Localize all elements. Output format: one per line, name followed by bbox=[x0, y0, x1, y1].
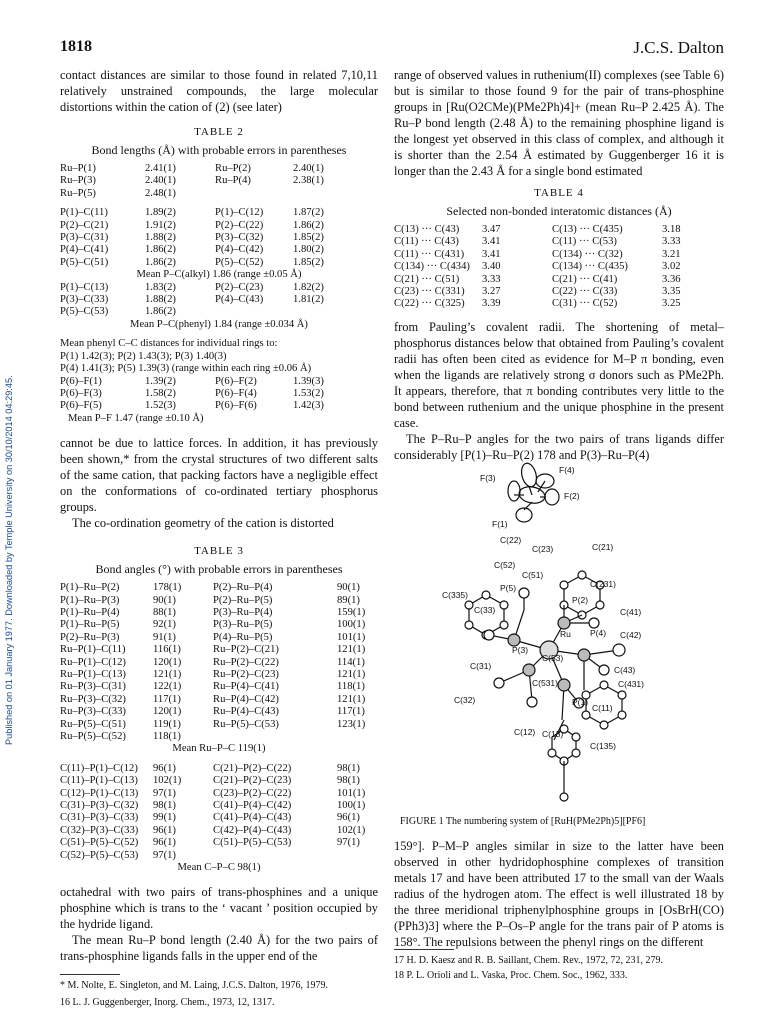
table-cell: 100(1) bbox=[337, 800, 366, 812]
table-cell: 1.88(2) bbox=[145, 294, 176, 306]
table-2-mean-pc-phenyl: Mean P–C(phenyl) 1.84 (range ±0.034 Å) bbox=[130, 318, 308, 330]
table-cell: C(31) ··· C(52) bbox=[552, 298, 618, 310]
table-3-caption: Bond angles (°) with probable errors in parentheses bbox=[95, 562, 343, 577]
table-row bbox=[60, 800, 378, 812]
right-footnotes bbox=[394, 947, 724, 982]
table-cell bbox=[215, 306, 293, 318]
table-cell: 1.82(2) bbox=[293, 281, 324, 293]
table-cell: 117(1) bbox=[153, 693, 181, 705]
left-paragraph-3: The co-ordination geometry of the cation is distorted bbox=[72, 516, 334, 531]
table-cell: 2.38(1) bbox=[293, 175, 324, 187]
table-cell: 100(1) bbox=[337, 619, 366, 631]
footnote-rule-right bbox=[394, 949, 454, 950]
figure-atom-label: C(43) bbox=[614, 665, 636, 675]
table-cell: P(1)–Ru–P(3) bbox=[60, 594, 120, 606]
table-cell: 98(1) bbox=[337, 775, 360, 787]
table-cell: P(5)–C(52) bbox=[215, 256, 264, 268]
table-cell: 98(1) bbox=[153, 800, 176, 812]
figure-atom-label: P(1) bbox=[572, 697, 589, 707]
table-cell: C(11)–P(1)–C(13) bbox=[60, 775, 138, 787]
table-cell: P(4)–C(42) bbox=[215, 244, 264, 256]
table-2-mean-pf: Mean P–F 1.47 (range ±0.10 Å) bbox=[68, 412, 204, 424]
figure-atom-label: F(1) bbox=[492, 519, 508, 529]
table-cell: C(23)–P(2)–C(22) bbox=[213, 787, 292, 799]
figure-atom-label: P(4) bbox=[590, 628, 607, 638]
table-cell: 102(1) bbox=[153, 775, 182, 787]
table-cell: 1.89(2) bbox=[145, 207, 176, 219]
table-row bbox=[60, 657, 378, 669]
table-cell: 123(1) bbox=[337, 718, 366, 730]
table-cell: 3.39 bbox=[482, 298, 501, 310]
table-cell: 3.47 bbox=[482, 224, 501, 235]
table-cell: 1.85(2) bbox=[293, 232, 324, 244]
table-row bbox=[60, 694, 378, 706]
figure-atom-label: C(12) bbox=[514, 727, 536, 737]
table-row bbox=[60, 788, 378, 800]
table-cell: 3.40 bbox=[482, 261, 501, 273]
figure-atom-label: P(5) bbox=[500, 583, 517, 593]
table-cell: 1.81(2) bbox=[293, 294, 324, 306]
table-cell: 3.33 bbox=[482, 273, 501, 285]
table-cell: 3.21 bbox=[662, 248, 681, 260]
table-row bbox=[60, 220, 378, 232]
table-2-mean-pc-alkyl: Mean P–C(alkyl) 1.86 (range ±0.05 Å) bbox=[136, 269, 302, 281]
table-cell: P(2)–Ru–P(4) bbox=[213, 582, 273, 594]
table-cell: 3.41 bbox=[482, 248, 501, 260]
table-cell: 3.02 bbox=[662, 261, 681, 273]
footnote-17: 17 H. D. Kaesz and R. B. Saillant, Chem. Rev., 1972, 72, 231, 279. bbox=[394, 955, 664, 966]
table-cell bbox=[293, 306, 343, 318]
table-cell: 96(1) bbox=[153, 824, 176, 836]
table-cell: 119(1) bbox=[153, 718, 181, 730]
table-cell: Ru–P(2)–C(22) bbox=[213, 656, 279, 668]
figure-atom-label: C(11) bbox=[592, 703, 613, 713]
table-cell: 122(1) bbox=[153, 681, 182, 693]
table-cell: P(4)–C(41) bbox=[60, 244, 109, 256]
table-cell: 3.36 bbox=[662, 273, 681, 285]
phosphorus-atom bbox=[558, 617, 570, 629]
table-cell: 1.52(3) bbox=[145, 400, 176, 412]
table-cell: P(1)–C(13) bbox=[60, 281, 109, 293]
table-cell bbox=[215, 188, 293, 200]
figure-atom-label: C(51) bbox=[522, 570, 544, 580]
table-cell: 121(1) bbox=[337, 693, 366, 705]
table-cell: 2.40(1) bbox=[145, 175, 176, 187]
table-cell: 121(1) bbox=[153, 668, 182, 680]
table-row bbox=[60, 719, 378, 731]
table-2-phenyl-title: Mean phenyl C–C distances for individual rings to: bbox=[60, 338, 278, 350]
table-cell: 1.91(2) bbox=[145, 219, 176, 231]
table-cell: 1.39(3) bbox=[293, 375, 324, 387]
table-cell: Ru–P(5)–C(51) bbox=[60, 718, 126, 730]
table-cell: C(22) ··· C(325) bbox=[394, 298, 465, 310]
table-cell: C(32)–P(3)–C(33) bbox=[60, 824, 139, 836]
figure-atom-label: C(42) bbox=[620, 630, 642, 640]
table-cell: Ru–P(5) bbox=[60, 187, 96, 199]
table-cell: 3.27 bbox=[482, 286, 501, 298]
table-cell: P(3)–Ru–P(4) bbox=[213, 606, 273, 618]
table-row bbox=[60, 376, 378, 388]
table-cell: P(3)–C(32) bbox=[215, 232, 264, 244]
table-cell: 118(1) bbox=[337, 681, 365, 693]
figure-1-caption: FIGURE 1 The numbering system of [RuH(PMe2Ph)5][PF6] bbox=[400, 816, 646, 827]
left-column bbox=[60, 67, 378, 1009]
figure-atom-label: F(3) bbox=[480, 473, 496, 483]
table-cell: C(22) ··· C(33) bbox=[552, 286, 618, 298]
table-row bbox=[60, 175, 378, 187]
table-cell: Ru–P(2)–C(23) bbox=[213, 668, 279, 680]
table-cell: 96(1) bbox=[153, 762, 176, 774]
table-cell: P(4)–Ru–P(5) bbox=[213, 631, 273, 643]
table-cell: 91(1) bbox=[153, 631, 176, 643]
table-cell: 1.86(2) bbox=[145, 306, 176, 318]
table-cell: P(5)–C(51) bbox=[60, 256, 109, 268]
table-cell: 101(1) bbox=[337, 787, 366, 799]
table-cell: C(134) ··· C(435) bbox=[552, 261, 628, 273]
table-row bbox=[60, 163, 378, 175]
figure-atom-label: Ru bbox=[560, 629, 571, 639]
table-cell: P(6)–F(3) bbox=[60, 387, 102, 399]
table-cell: C(21)–P(2)–C(22) bbox=[213, 762, 292, 774]
table-cell: 90(1) bbox=[337, 582, 360, 594]
table-3-title: TABLE 3 bbox=[194, 545, 244, 558]
table-row bbox=[60, 669, 378, 681]
table-cell: C(11) ··· C(43) bbox=[394, 236, 459, 248]
table-row bbox=[60, 595, 378, 607]
table-2-title: TABLE 2 bbox=[194, 126, 244, 138]
table-row bbox=[60, 812, 378, 824]
table-cell: P(3)–C(33) bbox=[60, 294, 109, 306]
figure-1-structure bbox=[414, 455, 654, 815]
table-cell: Ru–P(1)–C(13) bbox=[60, 668, 126, 680]
table-cell: P(4)–C(43) bbox=[215, 294, 264, 306]
left-paragraph-1: contact distances are similar to those found in related 7,10,11 relatively unstrained compounds, the large molecular distortions within the cation of (2) (see later) bbox=[60, 68, 378, 114]
table-cell: C(31)–P(3)–C(33) bbox=[60, 812, 139, 824]
table-cell: Ru–P(3)–C(31) bbox=[60, 681, 126, 693]
table-cell: 116(1) bbox=[153, 644, 181, 656]
figure-atom-label: C(531) bbox=[532, 678, 558, 688]
table-cell bbox=[293, 188, 343, 200]
table-cell: C(51)–P(5)–C(52) bbox=[60, 837, 139, 849]
table-cell: P(1)–C(12) bbox=[215, 207, 264, 219]
table-row bbox=[60, 632, 378, 644]
journal-name: J.C.S. Dalton bbox=[633, 38, 724, 57]
table-row bbox=[60, 825, 378, 837]
table-row bbox=[60, 706, 378, 718]
table-cell: 1.86(2) bbox=[145, 256, 176, 268]
table-row bbox=[60, 188, 378, 200]
table-2-body bbox=[60, 163, 378, 425]
page-number: 1818 bbox=[60, 38, 92, 55]
figure-atom-label: C(21) bbox=[592, 542, 614, 552]
table-cell: 96(1) bbox=[337, 812, 360, 824]
table-cell: 120(1) bbox=[153, 656, 182, 668]
table-cell: C(11) ··· C(431) bbox=[394, 248, 465, 260]
table-row bbox=[60, 731, 378, 743]
table-cell: C(11)–P(1)–C(12) bbox=[60, 762, 138, 774]
table-cell: P(1)–Ru–P(4) bbox=[60, 606, 120, 618]
table-4-caption: Selected non-bonded interatomic distances (Å) bbox=[446, 204, 672, 218]
table-cell: 89(1) bbox=[337, 594, 360, 606]
table-cell: P(5)–C(53) bbox=[60, 306, 109, 318]
table-cell: P(1)–Ru–P(5) bbox=[60, 619, 120, 631]
right-paragraph-3: The P–Ru–P angles for the two pairs of trans ligands differ considerably [P(1)–Ru–P(2) 178 and P(3)–Ru–P(4) bbox=[394, 431, 724, 462]
phosphorus-atom bbox=[558, 679, 570, 691]
table-row bbox=[60, 207, 378, 219]
table-cell bbox=[213, 850, 337, 862]
table-cell: 97(1) bbox=[153, 849, 176, 861]
table-row bbox=[60, 837, 378, 849]
table-cell bbox=[213, 731, 337, 743]
table-4-body bbox=[394, 224, 724, 311]
table-cell: 1.53(2) bbox=[293, 387, 324, 399]
table-cell: Ru–P(1)–C(11) bbox=[60, 644, 126, 656]
table-2 bbox=[60, 124, 378, 425]
table-cell: 101(1) bbox=[337, 631, 366, 643]
table-cell: Ru–P(5)–C(53) bbox=[213, 718, 279, 730]
figure-atom-label: C(23) bbox=[532, 544, 554, 554]
table-cell: 3.33 bbox=[662, 236, 681, 248]
figure-atom-label: C(431) bbox=[618, 679, 644, 689]
table-cell: 2.48(1) bbox=[145, 187, 176, 199]
table-cell: 96(1) bbox=[153, 837, 176, 849]
table-cell: C(134) ··· C(32) bbox=[552, 248, 623, 260]
table-cell: Ru–P(4)–C(42) bbox=[213, 693, 279, 705]
table-3-mean-rupc: Mean Ru–P–C 119(1) bbox=[172, 743, 266, 755]
figure-atom-label: C(135) bbox=[590, 741, 616, 751]
right-lower-text bbox=[394, 838, 724, 950]
table-row bbox=[60, 681, 378, 693]
table-cell: Ru–P(2)–C(21) bbox=[213, 644, 279, 656]
table-row bbox=[60, 282, 378, 294]
table-row bbox=[394, 224, 724, 236]
table-row bbox=[60, 388, 378, 400]
table-cell: P(3)–Ru–P(5) bbox=[213, 619, 273, 631]
table-row bbox=[60, 306, 378, 318]
table-row bbox=[60, 763, 378, 775]
table-cell: Ru–P(3)–C(33) bbox=[60, 706, 126, 718]
phosphorus-atom bbox=[578, 649, 590, 661]
right-paragraph-2: from Pauling’s covalent radii. The shortening of metal–phosphorus distances below that obtained from Pauling’s covalent radii has often been cited as evidence for M–P π bonding, even when the ligands are relatively strong σ donors such as PMe2Ph. It appears, therefore, that π bonding contributes very little to the bond between ruthenium and the unique phosphine in the present case. bbox=[394, 319, 724, 430]
table-cell: 1.42(3) bbox=[293, 400, 324, 412]
left-paragraph-5: The mean Ru–P bond length (2.40 Å) for the two pairs of trans-phosphine ligands falls in the upper end of the bbox=[60, 933, 378, 964]
table-cell: 178(1) bbox=[153, 582, 182, 594]
table-row bbox=[60, 244, 378, 256]
figure-atom-label: C(231) bbox=[590, 579, 616, 589]
table-4-title: TABLE 4 bbox=[534, 187, 584, 199]
table-cell: C(21) ··· C(41) bbox=[552, 273, 618, 285]
right-paragraph-1: range of observed values in ruthenium(II) complexes (see Table 6) but is similar to those found 9 for the pair of trans-phosphine groups in [Ru(O2CMe)(PMe2Ph)4]+ (mean Ru–P 2.425 Å). The Ru–P bond length (2.48 Å) to the remaining phosphine ligand is the longest yet observed in this class of complex, and although it is shorter than the 2.54 Å estimated by Guggenberger 16 it is longer than the 2.43 Å for a single bond estimated bbox=[394, 68, 724, 178]
table-row bbox=[394, 274, 724, 286]
table-3-mean-cpc: Mean C–P–C 98(1) bbox=[177, 862, 261, 874]
table-cell: C(13) ··· C(435) bbox=[552, 224, 623, 235]
table-cell: C(12)–P(1)–C(13) bbox=[60, 787, 139, 799]
phosphorus-atom bbox=[523, 664, 535, 676]
table-2-phenyl-line-2: P(4) 1.41(3); P(5) 1.39(3) (range within each ring ±0.06 Å) bbox=[60, 363, 312, 375]
figure-atom-label: C(13) bbox=[542, 729, 564, 739]
page-header bbox=[60, 38, 724, 62]
figure-atom-label: P(2) bbox=[572, 595, 589, 605]
table-cell bbox=[337, 850, 377, 862]
table-cell: P(2)–C(22) bbox=[215, 219, 264, 231]
table-cell: C(21) ··· C(51) bbox=[394, 273, 460, 285]
figure-atom-label: C(33) bbox=[474, 605, 496, 615]
table-cell: Ru–P(1) bbox=[60, 163, 96, 174]
table-cell: P(2)–Ru–P(5) bbox=[213, 594, 273, 606]
table-cell: Ru–P(4)–C(41) bbox=[213, 681, 279, 693]
table-cell: P(2)–C(21) bbox=[60, 219, 109, 231]
table-cell: Ru–P(4) bbox=[215, 175, 251, 187]
table-row bbox=[60, 850, 378, 862]
table-cell: P(6)–F(4) bbox=[215, 387, 257, 399]
table-cell: Ru–P(3) bbox=[60, 175, 96, 187]
figure-atom-label: C(52) bbox=[494, 560, 516, 570]
fluorine-ellipsoid bbox=[545, 489, 559, 505]
table-cell: P(1)–Ru–P(2) bbox=[60, 582, 120, 594]
figure-atom-label: P(3) bbox=[512, 645, 529, 655]
table-cell: 121(1) bbox=[337, 668, 366, 680]
table-row bbox=[60, 400, 378, 412]
table-3-body bbox=[60, 582, 378, 874]
table-row bbox=[60, 232, 378, 244]
table-cell: C(21)–P(2)–C(23) bbox=[213, 775, 292, 787]
table-row bbox=[60, 607, 378, 619]
figure-atom-label: C(335) bbox=[442, 590, 468, 600]
right-paragraph-4: 159°]. P–M–P angles similar in size to the latter have been observed in other hydridophosphine complexes of transition metals 17 and have been attributed 17 to the small van der Waals radius of the hydrogen atom. The effect is well illustrated 18 by the three meridional triphenylphosphine groups in [OsBrH(CO)(PPh3)3] where the P–Os–P angle for the trans pair of P atoms is 158°. The repulsions between the phenyl rings on the different bbox=[394, 839, 724, 949]
table-cell: Ru–P(1)–C(12) bbox=[60, 656, 126, 668]
table-row bbox=[394, 249, 724, 261]
table-cell: 1.86(2) bbox=[293, 219, 324, 231]
table-cell: 99(1) bbox=[153, 812, 176, 824]
table-cell: 1.86(2) bbox=[145, 244, 176, 256]
table-row bbox=[60, 257, 378, 269]
table-cell: 121(1) bbox=[337, 644, 366, 656]
table-2-caption: Bond lengths (Å) with probable errors in parentheses bbox=[91, 143, 347, 157]
left-paragraph-4: octahedral with two pairs of trans-phosphines and a unique phosphine which is trans to the ‘ vacant ’ position occupied by the hydride ligand. bbox=[60, 885, 378, 932]
download-notice[interactable]: Published on 01 January 1977. Downloaded by Temple University on 30/10/2014 04:29:45. bbox=[4, 375, 14, 745]
figure-atom-label: F(4) bbox=[559, 465, 575, 475]
table-row bbox=[394, 298, 724, 310]
table-cell: 120(1) bbox=[153, 706, 182, 718]
table-cell: C(51)–P(5)–C(53) bbox=[213, 837, 292, 849]
table-cell: C(134) ··· C(434) bbox=[394, 261, 470, 273]
table-cell: P(1)–C(11) bbox=[60, 207, 108, 219]
table-cell: P(6)–F(5) bbox=[60, 400, 102, 412]
figure-atom-label: F(2) bbox=[564, 491, 580, 501]
fluorine-ellipsoid bbox=[519, 462, 539, 489]
table-cell: 2.40(1) bbox=[293, 163, 324, 174]
table-cell: 159(1) bbox=[337, 606, 366, 618]
table-cell bbox=[337, 731, 377, 743]
table-cell: P(3)–C(31) bbox=[60, 232, 109, 244]
table-cell: 1.85(2) bbox=[293, 256, 324, 268]
table-cell: C(42)–P(4)–C(43) bbox=[213, 824, 292, 836]
table-cell: P(6)–F(1) bbox=[60, 375, 102, 387]
table-cell: C(11) ··· C(53) bbox=[552, 236, 617, 248]
fluorine-ellipsoid bbox=[508, 481, 520, 501]
table-cell: C(52)–P(5)–C(53) bbox=[60, 849, 139, 861]
table-cell: 3.35 bbox=[662, 286, 681, 298]
footnote-18: 18 P. L. Orioli and L. Vaska, Proc. Chem. Soc., 1962, 333. bbox=[394, 970, 628, 981]
table-cell: C(41)–P(4)–C(43) bbox=[213, 812, 292, 824]
left-paragraph-2: cannot be due to lattice forces. In addition, it has previously been shown,* from the crystal structures of two different salts of the same cation, that packing factors have a negligible effect on the conformations of co-ordinated tertiary phosphorus groups. bbox=[60, 436, 378, 515]
table-4 bbox=[394, 185, 724, 311]
table-cell: 2.41(1) bbox=[145, 163, 176, 174]
table-cell: 97(1) bbox=[337, 837, 360, 849]
table-2-phenyl-line-1: P(1) 1.42(3); P(2) 1.43(3); P(3) 1.40(3) bbox=[60, 350, 227, 362]
table-cell: C(31)–P(3)–C(32) bbox=[60, 800, 139, 812]
table-cell: 1.58(2) bbox=[145, 387, 176, 399]
table-cell: P(6)–F(6) bbox=[215, 400, 257, 412]
fluorine-ellipsoid bbox=[516, 508, 532, 522]
table-cell: 97(1) bbox=[153, 787, 176, 799]
table-row bbox=[60, 619, 378, 631]
table-cell: 88(1) bbox=[153, 606, 176, 618]
figure-atom-label: C(41) bbox=[620, 607, 642, 617]
table-cell: Ru–P(4)–C(43) bbox=[213, 706, 279, 718]
table-cell: 92(1) bbox=[153, 619, 176, 631]
table-cell: 114(1) bbox=[337, 656, 365, 668]
figure-atom-label: C(32) bbox=[454, 695, 476, 705]
figure-atom-label: C(53) bbox=[542, 653, 564, 663]
table-cell: 1.87(2) bbox=[293, 207, 324, 219]
table-cell: 98(1) bbox=[337, 762, 360, 774]
figure-atom-label: C(22) bbox=[500, 535, 522, 545]
table-cell: 1.88(2) bbox=[145, 232, 176, 244]
footnote-16: 16 L. J. Guggenberger, Inorg. Chem., 1973, 12, 1317. bbox=[60, 997, 275, 1009]
table-cell: Ru–P(5)–C(52) bbox=[60, 731, 126, 742]
table-row bbox=[60, 775, 378, 787]
table-cell: 3.18 bbox=[662, 224, 681, 235]
table-cell: 3.41 bbox=[482, 236, 501, 248]
table-3 bbox=[60, 543, 378, 874]
table-cell: P(2)–C(23) bbox=[215, 281, 264, 293]
table-cell: Ru–P(2) bbox=[215, 163, 251, 174]
right-column bbox=[394, 67, 724, 463]
table-row bbox=[394, 236, 724, 248]
table-cell: 1.83(2) bbox=[145, 281, 176, 293]
table-row bbox=[60, 644, 378, 656]
table-row bbox=[394, 261, 724, 273]
table-cell: C(23) ··· C(331) bbox=[394, 286, 465, 298]
table-row bbox=[60, 294, 378, 306]
table-cell: 102(1) bbox=[337, 824, 366, 836]
table-cell: P(6)–F(2) bbox=[215, 375, 257, 387]
footnote-rule bbox=[60, 974, 120, 975]
table-row bbox=[394, 286, 724, 298]
table-cell: 118(1) bbox=[153, 731, 181, 742]
table-cell: P(2)–Ru–P(3) bbox=[60, 631, 120, 643]
table-row bbox=[60, 582, 378, 594]
table-cell: C(41)–P(4)–C(42) bbox=[213, 800, 292, 812]
table-cell: 3.25 bbox=[662, 298, 681, 310]
table-cell: Ru–P(3)–C(32) bbox=[60, 693, 126, 705]
table-cell: C(13) ··· C(43) bbox=[394, 224, 460, 235]
table-cell: 1.80(2) bbox=[293, 244, 324, 256]
figure-atom-label: C(31) bbox=[470, 661, 492, 671]
table-cell: 90(1) bbox=[153, 594, 176, 606]
table-cell: 1.39(2) bbox=[145, 375, 176, 387]
footnote-star: * M. Nolte, E. Singleton, and M. Laing, J.C.S. Dalton, 1976, 1979. bbox=[60, 980, 329, 992]
table-cell: 117(1) bbox=[337, 706, 365, 718]
